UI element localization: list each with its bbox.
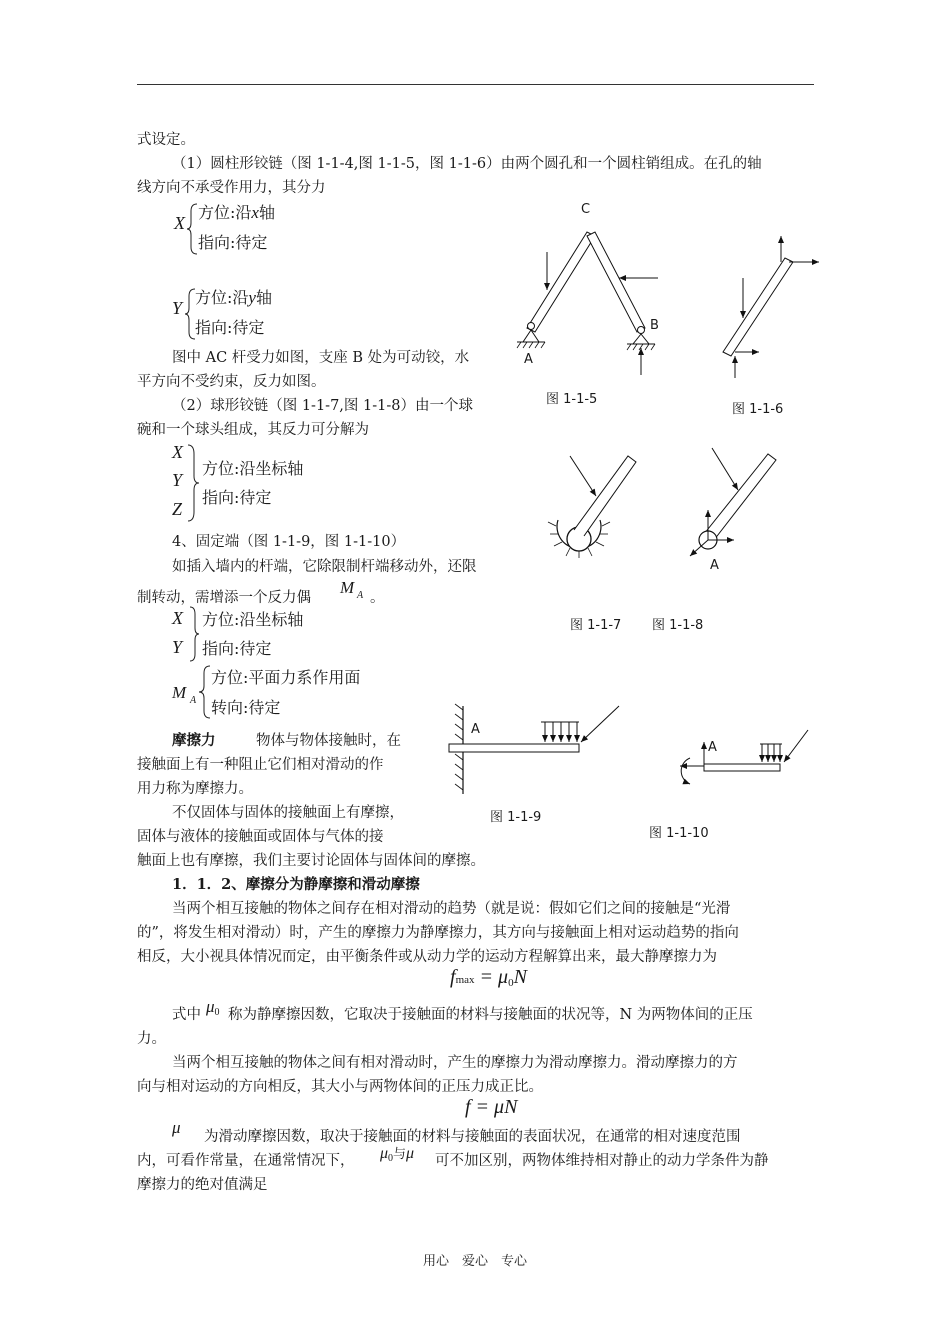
section-heading: 1．1．2、摩擦分为静摩擦和滑动摩擦 bbox=[172, 876, 420, 893]
figure-1-1-9 bbox=[445, 700, 635, 800]
text-line: 内，可看作常量，在通常情况下， bbox=[137, 1153, 355, 1169]
caption-fig-1-1-10: 图 1-1-10 bbox=[649, 826, 709, 841]
var-y: Y bbox=[172, 298, 183, 318]
text-line: 制转动，需增添一个反力偶 bbox=[137, 590, 311, 606]
var-x: X bbox=[172, 608, 183, 628]
figure-1-1-8 bbox=[668, 446, 778, 576]
label-c: C bbox=[581, 202, 591, 217]
option-pointing: 指向:待定 bbox=[198, 233, 268, 252]
text-line: 触面上也有摩擦，我们主要讨论固体与固体间的摩擦。 bbox=[137, 853, 485, 869]
symbol-mu0-and-mu: μ0与μ bbox=[380, 1145, 415, 1164]
text-line: 向与相对运动的方向相反，其大小与两物体间的正压力成正比。 bbox=[137, 1079, 543, 1095]
text-line: 当两个相互接触的物体之间有相对滑动时，产生的摩擦力为滑动摩擦力。滑动摩擦力的方 bbox=[172, 1055, 738, 1071]
option-pointing: 指向:待定 bbox=[195, 318, 265, 337]
text-line: 式中 bbox=[172, 1007, 201, 1023]
text-line: 不仅固体与固体的接触面上有摩擦， bbox=[172, 805, 404, 821]
formula-fmax: fmax = μ0N bbox=[450, 966, 527, 989]
text-line: 如插入墙内的杆端，它除限制杆端移动外，还限 bbox=[172, 559, 477, 575]
figure-1-1-6 bbox=[715, 230, 825, 380]
text-line: 图中 AC 杆受力如图，支座 B 处为可动铰，水 bbox=[172, 350, 470, 366]
text-line: 当两个相互接触的物体之间存在相对滑动的趋势（就是说：假如它们之间的接触是“光滑 bbox=[172, 901, 731, 917]
text-line: 式设定。 bbox=[137, 132, 195, 148]
option-pointing: 指向:待定 bbox=[202, 639, 272, 658]
text-line: 碗和一个球头组成，其反力可分解为 bbox=[137, 422, 369, 438]
label-a: A bbox=[710, 558, 719, 573]
brace bbox=[199, 665, 211, 719]
caption-fig-1-1-6: 图 1-1-6 bbox=[732, 402, 784, 417]
label-a: A bbox=[471, 722, 480, 737]
option-direction: 方位:沿坐标轴 bbox=[202, 610, 304, 629]
caption-fig-1-1-7: 图 1-1-7 bbox=[570, 618, 622, 633]
text-line: 为滑动摩擦因数，取决于接触面的材料与接触面的表面状况，在通常的相对速度范围 bbox=[204, 1129, 741, 1145]
symbol-mu0: μ0 bbox=[206, 997, 220, 1018]
text-line: 力。 bbox=[137, 1031, 166, 1047]
text-line: （2）球形铰链（图 1-1-7,图 1-1-8）由一个球 bbox=[172, 398, 474, 414]
var-m: M bbox=[340, 578, 355, 597]
label-b: B bbox=[650, 318, 659, 333]
label-a: A bbox=[708, 740, 717, 755]
option-direction: 方位:平面力系作用面 bbox=[211, 668, 361, 687]
sub-a: A bbox=[357, 590, 364, 601]
symbol-mu: μ bbox=[172, 1118, 181, 1137]
text-line: 接触面上有一种阻止它们相对滑动的作 bbox=[137, 757, 384, 773]
friction-title: 摩擦力 bbox=[172, 732, 216, 749]
brace bbox=[188, 444, 200, 522]
option-direction: 方位:沿y轴 bbox=[195, 288, 272, 307]
brace bbox=[190, 606, 200, 662]
option-direction: 方位:沿坐标轴 bbox=[202, 459, 304, 478]
var-x: X bbox=[172, 442, 183, 462]
figure-1-1-7 bbox=[542, 450, 642, 570]
text-line: 4、固定端（图 1-1-9，图 1-1-10） bbox=[172, 534, 406, 550]
text-line: （1）圆柱形铰链（图 1-1-4,图 1-1-5，图 1-1-6）由两个圆孔和一个圆柱销组成。在孔的轴 bbox=[172, 156, 762, 172]
var-z: Z bbox=[172, 499, 183, 519]
text-line: 摩擦力的绝对值满足 bbox=[137, 1177, 268, 1193]
text-line: 固体与液体的接触面或固体与气体的接 bbox=[137, 829, 384, 845]
label-a: A bbox=[524, 352, 533, 367]
text-line: 相反，大小视具体情况而定，由平衡条件或从动力学的运动方程解算出来，最大静摩擦力为 bbox=[137, 949, 717, 965]
option-pointing: 指向:待定 bbox=[202, 488, 272, 507]
option-turn: 转向:待定 bbox=[211, 698, 281, 717]
text-line: 用力称为摩擦力。 bbox=[137, 781, 253, 797]
figure-1-1-5 bbox=[515, 210, 675, 380]
text-line: 平方向不受约束，反力如图。 bbox=[137, 374, 326, 390]
var-y: Y bbox=[172, 470, 183, 490]
caption-fig-1-1-8: 图 1-1-8 bbox=[652, 618, 704, 633]
text-line: 可不加区别，两物体维持相对静止的动力学条件为静 bbox=[435, 1153, 769, 1169]
text-line: 称为静摩擦因数，它取决于接触面的材料与接触面的状况等，N 为两物体间的正压 bbox=[228, 1007, 753, 1023]
var-y: Y bbox=[172, 637, 183, 657]
option-direction: 方位:沿x轴 bbox=[198, 203, 275, 222]
text-line: 线方向不承受作用力，其分力 bbox=[137, 180, 326, 196]
text-line: 物体与物体接触时，在 bbox=[256, 733, 401, 749]
sub-a: A bbox=[190, 695, 197, 706]
figure-1-1-10 bbox=[668, 728, 818, 808]
caption-fig-1-1-5: 图 1-1-5 bbox=[546, 392, 598, 407]
var-x: X bbox=[174, 213, 185, 233]
text-line: 的”，将发生相对滑动）时，产生的摩擦力为静摩擦力，其方向与接触面上相对运动趋势的指向 bbox=[137, 925, 739, 941]
text-line: 。 bbox=[370, 590, 385, 606]
var-m: M bbox=[172, 683, 187, 702]
formula-slide: f = μN bbox=[465, 1096, 518, 1118]
header-rule bbox=[137, 84, 814, 85]
caption-fig-1-1-9: 图 1-1-9 bbox=[490, 810, 542, 825]
page-footer: 用心 爱心 专心 bbox=[422, 1254, 527, 1269]
